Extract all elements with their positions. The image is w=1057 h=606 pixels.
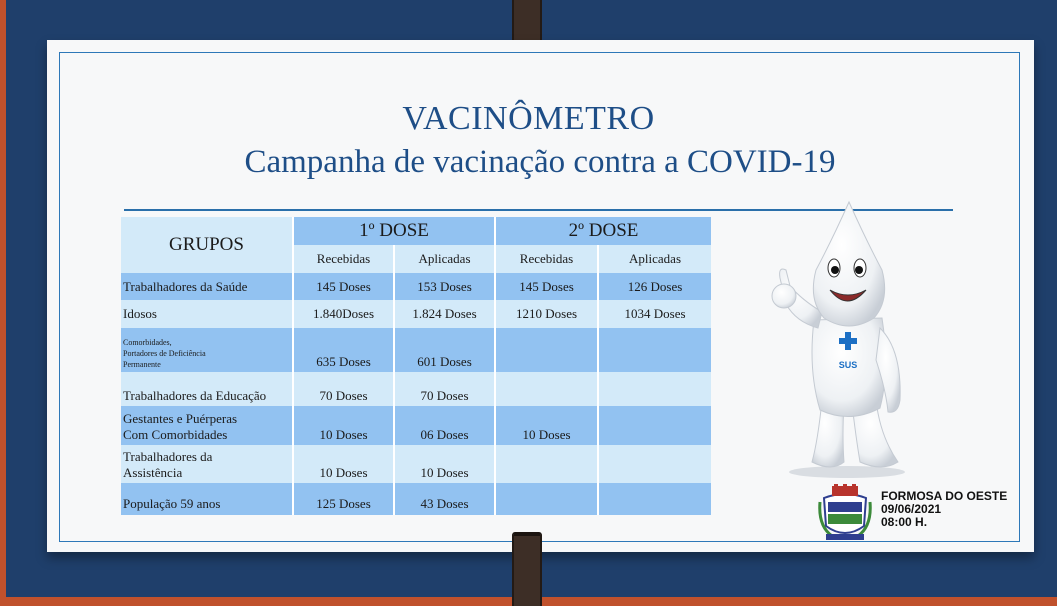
d1-recebidas-cell: 1.840Doses bbox=[293, 300, 394, 328]
d1-recebidas-cell: 125 Doses bbox=[293, 483, 394, 515]
d1-aplicadas-cell: 601 Doses bbox=[394, 328, 495, 372]
subheader-d1-recebidas: Recebidas bbox=[293, 245, 394, 273]
d2-recebidas-cell: 1210 Doses bbox=[495, 300, 598, 328]
group-label: Trabalhadores da bbox=[123, 449, 213, 464]
d2-recebidas-cell: 145 Doses bbox=[495, 273, 598, 300]
group-cell bbox=[121, 328, 293, 372]
subheader-d1-aplicadas: Aplicadas bbox=[394, 245, 495, 273]
d2-recebidas-cell bbox=[495, 328, 598, 372]
d2-aplicadas-cell bbox=[598, 445, 711, 483]
d2-recebidas-cell bbox=[495, 445, 598, 483]
d2-aplicadas-cell bbox=[598, 328, 711, 372]
d1-recebidas-cell: 145 Doses bbox=[293, 273, 394, 300]
subheader-d2-recebidas: Recebidas bbox=[495, 245, 598, 273]
d2-recebidas-cell bbox=[495, 372, 598, 406]
bottom-strap bbox=[512, 532, 542, 606]
group-label: Idosos bbox=[123, 306, 157, 321]
footer-info bbox=[881, 490, 1007, 529]
group-label: Gestantes e Puérperas bbox=[123, 411, 238, 426]
d1-aplicadas-cell: 153 Doses bbox=[394, 273, 495, 300]
header-grupos: GRUPOS bbox=[121, 217, 293, 273]
d1-aplicadas-cell: 43 Doses bbox=[394, 483, 495, 515]
group-label: Trabalhadores da Saúde bbox=[123, 278, 248, 294]
table-row bbox=[121, 372, 711, 406]
d2-aplicadas-cell bbox=[598, 406, 711, 445]
d1-recebidas-cell: 10 Doses bbox=[293, 445, 394, 483]
table-row bbox=[121, 328, 711, 372]
municipal-crest bbox=[818, 482, 872, 542]
d1-recebidas-cell: 635 Doses bbox=[293, 328, 394, 372]
d2-recebidas-cell: 10 Doses bbox=[495, 406, 598, 445]
group-cell bbox=[121, 300, 293, 328]
group-cell bbox=[121, 483, 293, 515]
table-row bbox=[121, 483, 711, 515]
group-label: Com Comorbidades bbox=[123, 427, 228, 442]
group-cell bbox=[121, 406, 293, 445]
group-label: Permanente bbox=[123, 360, 161, 369]
ze-gotinha-mascot bbox=[752, 200, 917, 480]
d1-aplicadas-cell: 70 Doses bbox=[394, 372, 495, 406]
subheader-d2-aplicadas: Aplicadas bbox=[629, 251, 682, 266]
city-name: FORMOSA DO OESTE bbox=[881, 489, 1008, 503]
d1-aplicadas-cell: 1.824 Doses bbox=[394, 300, 495, 328]
header-dose-1: 1º DOSE bbox=[293, 217, 495, 245]
slide-title: VACINÔMETRO bbox=[402, 100, 655, 137]
group-label: Portadores de Deficiência bbox=[123, 349, 206, 358]
d1-recebidas-cell: 70 Doses bbox=[293, 372, 394, 406]
slide-subtitle: Campanha de vacinação contra a COVID-19 bbox=[244, 144, 836, 180]
group-label: Assistência bbox=[123, 465, 183, 480]
d2-aplicadas-cell bbox=[598, 483, 711, 515]
d2-aplicadas-cell: 1034 Doses bbox=[624, 306, 686, 321]
table-row bbox=[121, 273, 711, 300]
group-cell bbox=[121, 372, 293, 406]
vaccination-table bbox=[121, 217, 711, 515]
group-label: Trabalhadores da Educação bbox=[123, 388, 267, 403]
table-row bbox=[121, 300, 711, 328]
d1-recebidas-cell: 10 Doses bbox=[293, 406, 394, 445]
d2-recebidas-cell bbox=[495, 483, 598, 515]
d2-aplicadas-cell bbox=[598, 372, 711, 406]
group-cell bbox=[121, 445, 293, 483]
group-label: População 59 anos bbox=[123, 496, 221, 511]
table-row bbox=[121, 445, 711, 483]
footer-date: 09/06/2021 bbox=[881, 502, 942, 516]
group-cell bbox=[121, 273, 293, 300]
d1-aplicadas-cell: 06 Doses bbox=[394, 406, 495, 445]
header-dose-2: 2º DOSE bbox=[495, 217, 711, 245]
sus-badge-text: SUS bbox=[838, 360, 858, 370]
d1-aplicadas-cell: 10 Doses bbox=[394, 445, 495, 483]
footer-time: 08:00 H. bbox=[881, 515, 928, 529]
d2-aplicadas-cell: 126 Doses bbox=[627, 278, 683, 294]
group-label: Comorbidades, bbox=[123, 338, 172, 347]
table-row bbox=[121, 406, 711, 445]
